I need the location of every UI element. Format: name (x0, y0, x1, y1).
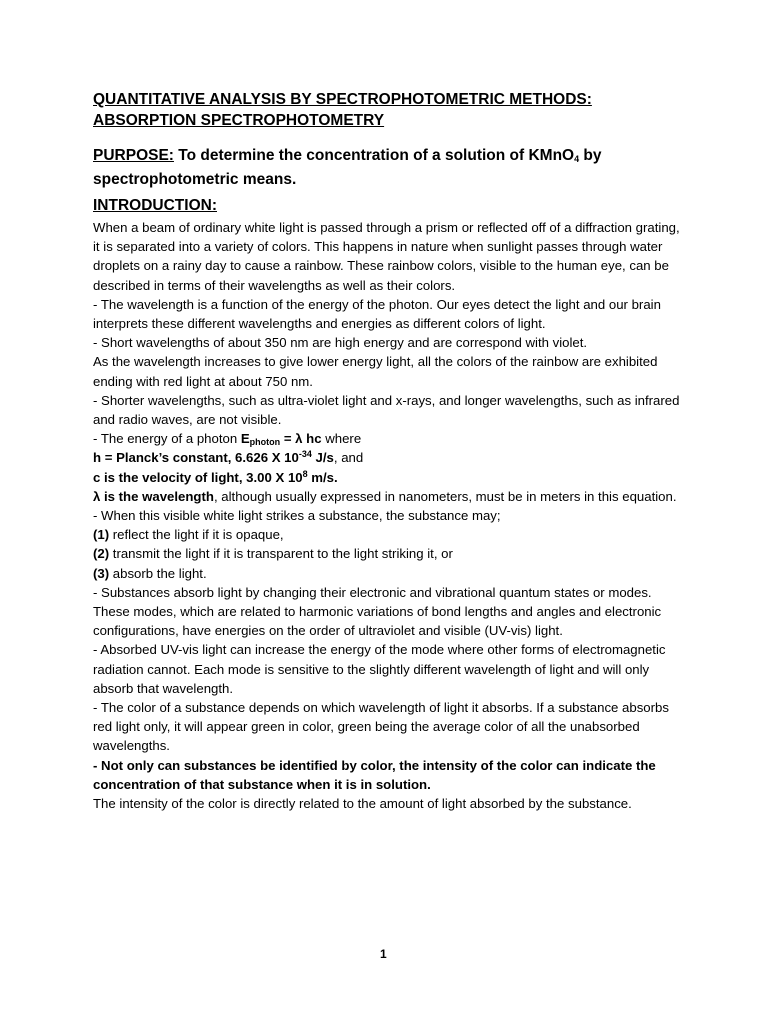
option-2-text: transmit the light if it is transparent to the light striking it, or (109, 546, 453, 562)
velocity-unit: m/s. (307, 469, 338, 485)
velocity-text: c is the velocity of light, 3.00 X 10 (93, 469, 303, 485)
option-1 (93, 525, 683, 544)
purpose-text-b: by spectrophotometric means. (93, 147, 602, 188)
planck-line (93, 448, 683, 467)
intro-paragraph-11: The intensity of the color is directly related to the amount of light absorbed by the substance. (93, 796, 632, 812)
photon-equation: = λ hc (280, 431, 322, 447)
intro-paragraph-1: When a beam of ordinary white light is passed through a prism or reflected off of a diffraction grating, it is separated into a variety of colors. This happens in nature when sunlight passes through water droplets on a rainy day to cause a rainbow. These rainbow colors, visible to the human eye, can be described in terms of their wavelengths as well as their colors. (93, 220, 680, 293)
planck-unit: J/s (311, 450, 334, 466)
purpose-label: PURPOSE: (93, 147, 174, 164)
intro-paragraph-5: - Shorter wavelengths, such as ultra-violet light and x-rays, and longer wavelengths, such as infrared and radio waves, are not visible. (93, 392, 680, 428)
intro-paragraph-8: - Absorbed UV-vis light can increase the energy of the mode where other forms of electromagnetic radiation cannot. Each mode is sensitive to the slightly different wavelength of light and will only absorb that wavelength. (93, 642, 666, 696)
title-line-1: QUANTITATIVE ANALYSIS BY SPECTROPHOTOMETRIC METHODS: (93, 91, 592, 108)
page-number: 1 (380, 947, 387, 961)
intro-paragraph-10 (93, 756, 683, 794)
intro-bold-statement: - Not only can substances be identified by color, the intensity of the color can indicate the concentration of that substance when it is in solution. (93, 757, 656, 792)
option-3 (93, 564, 683, 583)
planck-text: h = Planck’s constant, 6.626 X 10 (93, 450, 299, 466)
photon-e-symbol: E (240, 431, 250, 447)
lambda-rest: , although usually expressed in nanometers, must be in meters in this equation. (213, 488, 677, 504)
velocity-exponent: 8 (302, 468, 308, 479)
option-3-text: absorb the light. (109, 565, 207, 581)
photon-energy-line (93, 429, 683, 448)
option-2 (93, 544, 683, 563)
document-title (93, 89, 592, 131)
intro-paragraph-7: - Substances absorb light by changing their electronic and vibrational quantum states or modes. These modes, which are related to harmonic variations of bond lengths and angles and electronic configurations, have energies on the order of ultraviolet and visible (UV-vis) light. (93, 584, 662, 639)
purpose-statement (93, 144, 653, 192)
intro-paragraph-4: As the wavelength increases to give lower energy light, all the colors of the rainbow are exhibited ending with red light at about 750 nm. (93, 354, 658, 389)
wavelength-line (93, 487, 683, 506)
purpose-text-a: To determine the concentration of a solution of KMnO (173, 147, 575, 164)
photon-suffix: where (321, 431, 362, 447)
intro-paragraph-2: - The wavelength is a function of the energy of the photon. Our eyes detect the light and our brain interprets these different wavelengths and energies as different colors of light. (93, 296, 661, 332)
lambda-definition: λ is the wavelength (93, 488, 214, 504)
photon-prefix: - The energy of a photon (93, 431, 241, 447)
planck-exponent: -34 (298, 449, 312, 460)
title-line-2: ABSORPTION SPECTROPHOTOMETRY (93, 112, 385, 129)
planck-suffix: , and (333, 450, 364, 466)
option-2-number: (2) (93, 546, 110, 562)
option-1-number: (1) (93, 527, 110, 543)
intro-paragraph-9: - The color of a substance depends on which wavelength of light it absorbs. If a substance absorbs red light only, it will appear green in color, green being the average color of all the unabsorbed wavelengths. (93, 700, 669, 754)
intro-paragraph-6: - When this visible white light strikes a substance, the substance may; (93, 508, 501, 524)
introduction-body (93, 218, 683, 813)
option-1-text: reflect the light if it is opaque, (109, 527, 284, 543)
option-3-number: (3) (93, 565, 110, 581)
intro-paragraph-3: - Short wavelengths of about 350 nm are high energy and are correspond with violet. (93, 335, 588, 351)
purpose-subscript: 4 (574, 154, 580, 164)
light-velocity-line (93, 468, 683, 487)
introduction-heading: INTRODUCTION: (93, 197, 217, 214)
photon-subscript: photon (249, 437, 281, 448)
